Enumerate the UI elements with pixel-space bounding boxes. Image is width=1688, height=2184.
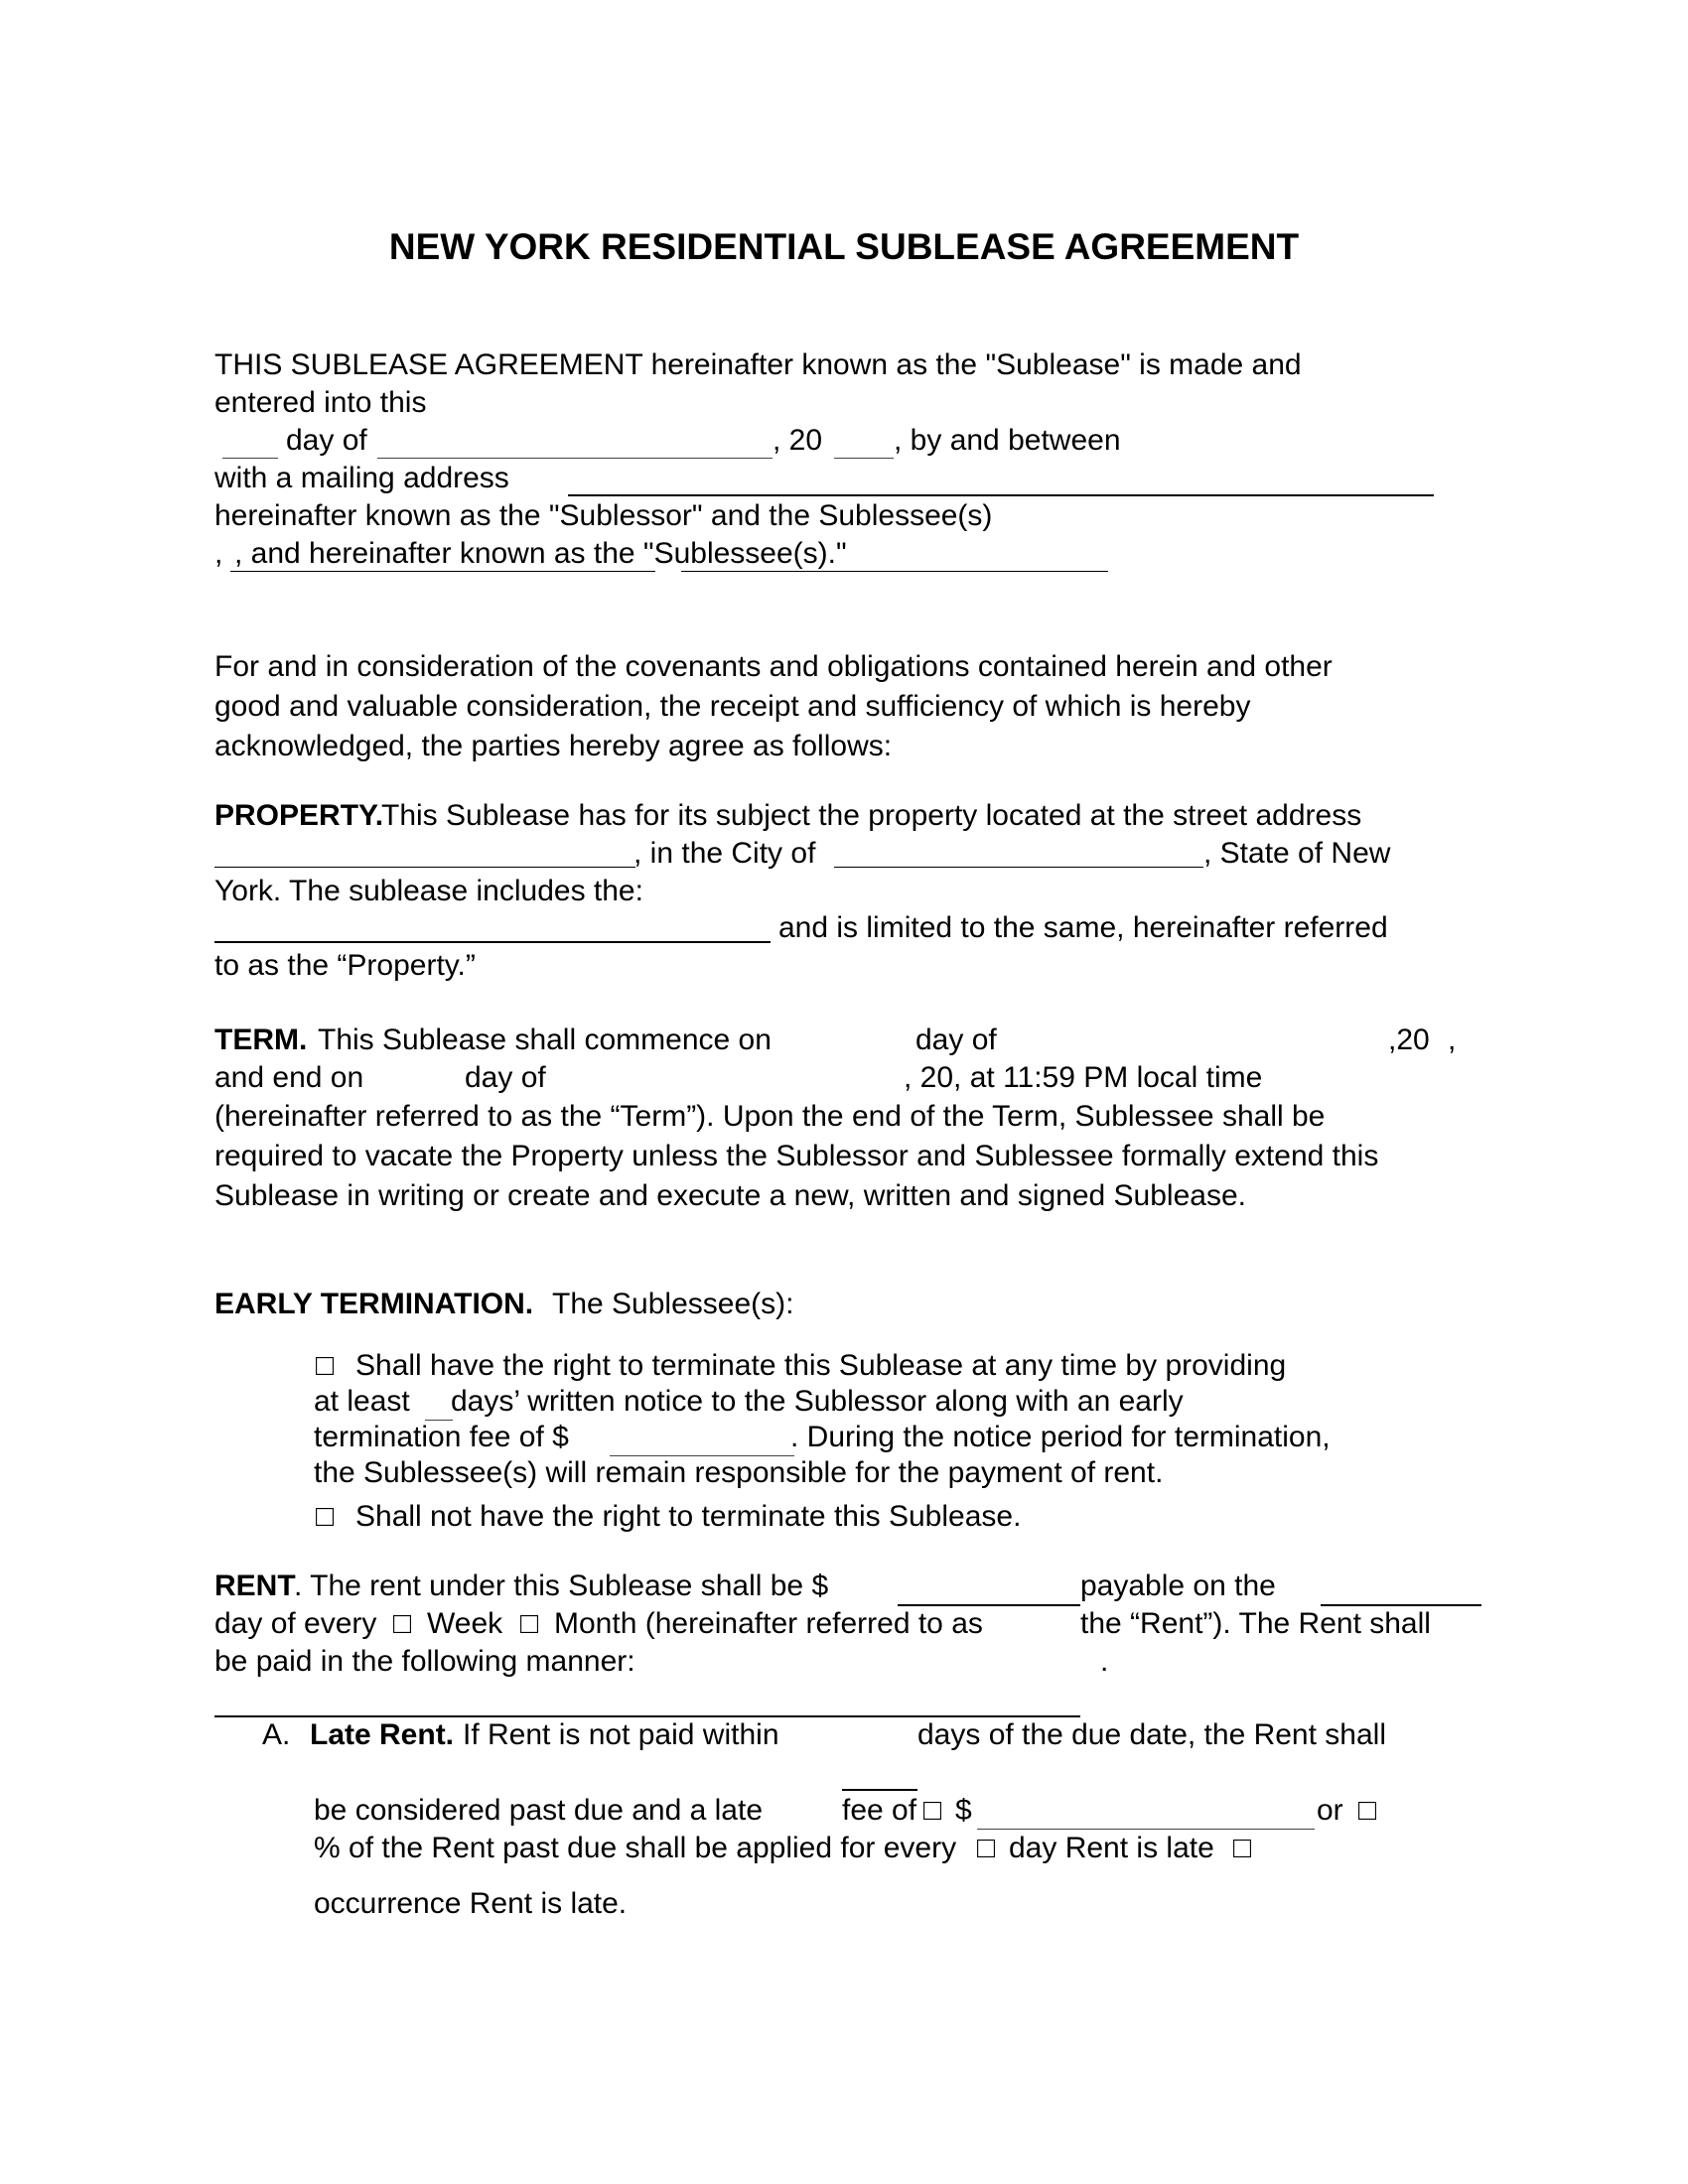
- termination-option-1-line-2: days’ written notice to the Sublessor along with an early: [451, 1385, 1184, 1418]
- termination-option-2-checkbox[interactable]: □: [316, 1500, 335, 1533]
- property-line-1: This Sublease has for its subject the property located at the street address: [381, 799, 1362, 832]
- term-day-of-1: day of: [915, 1024, 997, 1056]
- document-title: NEW YORK RESIDENTIAL SUBLEASE AGREEMENT: [388, 226, 1300, 267]
- intro-day-of: day of: [286, 424, 367, 457]
- sublessee-blank-1[interactable]: [230, 571, 655, 572]
- late-rent-heading: Late Rent.: [310, 1718, 455, 1751]
- late-fee-or: or: [1317, 1794, 1343, 1827]
- property-state: , State of New: [1203, 837, 1391, 870]
- late-rent-fee-of: fee of: [842, 1794, 917, 1827]
- termination-option-1-line-3: . During the notice period for termination,: [790, 1421, 1331, 1453]
- late-rent-line-3b: day Rent is late: [1009, 1832, 1214, 1864]
- consideration-line-3: acknowledged, the parties hereby agree as follows:: [214, 730, 893, 762]
- late-fee-per-day-checkbox[interactable]: □: [977, 1832, 996, 1864]
- term-day-of-2: day of: [465, 1061, 546, 1094]
- intro-line-2: entered into this: [214, 386, 427, 419]
- month-blank[interactable]: [377, 458, 773, 459]
- sublessee-blank-2[interactable]: [681, 571, 1108, 572]
- late-rent-line-1a: If Rent is not paid within: [463, 1718, 779, 1751]
- late-rent-marker: A.: [262, 1718, 291, 1751]
- intro-sublessor-line: hereinafter known as the "Sublessor" and the Sublessee(s): [214, 499, 993, 532]
- late-rent-line-3a: % of the Rent past due shall be applied for every: [314, 1832, 957, 1864]
- early-termination-heading: EARLY TERMINATION.: [214, 1288, 534, 1320]
- rent-line-1: . The rent under this Sublease shall be $: [294, 1570, 829, 1602]
- late-fee-percent-checkbox[interactable]: □: [1358, 1794, 1377, 1827]
- term-line-3: (hereinafter referred to as the “Term”). Upon the end of the Term, Sublessee shall be: [214, 1100, 1326, 1133]
- term-end-on: and end on: [214, 1061, 364, 1094]
- late-fee-amount-blank[interactable]: [977, 1829, 1315, 1830]
- rent-day-of-every: day of every: [214, 1607, 377, 1640]
- intro-by-and-between: , by and between: [894, 424, 1121, 457]
- term-comma-1: ,: [1448, 1024, 1457, 1056]
- consideration-line-2: good and valuable consideration, the receipt and sufficiency of which is hereby: [214, 690, 1251, 723]
- intro-year-prefix: , 20: [773, 424, 823, 457]
- rent-line-3: be paid in the following manner:: [214, 1645, 635, 1678]
- property-line-4: and is limited to the same, hereinafter referred: [778, 911, 1388, 944]
- intro-mailing-address: with a mailing address: [214, 462, 509, 494]
- term-commence: This Sublease shall commence on: [318, 1024, 772, 1056]
- grace-days-blank[interactable]: [842, 1789, 917, 1791]
- property-line-5: to as the “Property.”: [214, 949, 476, 982]
- city-blank[interactable]: [834, 867, 1203, 868]
- intro-line-1: THIS SUBLEASE AGREEMENT hereinafter known as the "Sublease" is made and: [214, 348, 1302, 381]
- termination-option-2: Shall not have the right to terminate this Sublease.: [355, 1500, 1022, 1533]
- termination-option-1-line-1: Shall have the right to terminate this Sublease at any time by providing: [355, 1349, 1287, 1382]
- rent-month-label: Month (hereinafter referred to as: [554, 1607, 983, 1640]
- term-end-year: , 20, at 11:59 PM local time: [904, 1061, 1263, 1094]
- year-blank[interactable]: [834, 458, 894, 459]
- late-fee-dollar-sign: $: [955, 1794, 972, 1827]
- term-line-5: Sublease in writing or create and execute a new, written and signed Sublease.: [214, 1179, 1246, 1212]
- rent-the-rent: the “Rent”). The Rent shall: [1080, 1607, 1431, 1640]
- property-city: , in the City of: [633, 837, 816, 870]
- late-rent-line-1b: days of the due date, the Rent shall: [917, 1718, 1386, 1751]
- late-rent-line-2a: be considered past due and a late: [314, 1794, 764, 1827]
- early-termination-lead: The Sublessee(s):: [552, 1288, 794, 1320]
- property-heading: PROPERTY.: [214, 799, 384, 832]
- termination-option-1-line-4: the Sublessee(s) will remain responsible for the payment of rent.: [314, 1456, 1164, 1489]
- term-heading: TERM.: [214, 1024, 308, 1056]
- late-rent-line-4: occurrence Rent is late.: [314, 1887, 628, 1920]
- includes-blank[interactable]: [214, 941, 771, 943]
- rent-payable: payable on the: [1080, 1570, 1276, 1602]
- late-fee-per-occurrence-checkbox[interactable]: □: [1233, 1832, 1252, 1864]
- day-blank[interactable]: [222, 458, 278, 459]
- rent-week-checkbox[interactable]: □: [393, 1607, 412, 1640]
- mailing-address-blank[interactable]: [568, 494, 1434, 496]
- property-line-3: York. The sublease includes the:: [214, 875, 643, 907]
- term-line-4: required to vacate the Property unless the Sublessor and Sublessee formally extend this: [214, 1140, 1379, 1172]
- rent-heading: RENT: [214, 1570, 296, 1602]
- rent-month-checkbox[interactable]: □: [520, 1607, 539, 1640]
- rent-week-label: Week: [427, 1607, 503, 1640]
- termination-fee-label: termination fee of $: [314, 1421, 569, 1453]
- consideration-line-1: For and in consideration of the covenants and obligations contained herein and other: [214, 650, 1333, 683]
- rent-period: .: [1100, 1645, 1109, 1678]
- intro-sublessee-line: , and hereinafter known as the "Sublessee(s).": [234, 537, 847, 570]
- street-address-blank[interactable]: [214, 867, 635, 868]
- late-fee-dollar-checkbox[interactable]: □: [923, 1794, 942, 1827]
- intro-comma: ,: [214, 537, 223, 570]
- term-year-1: ,20: [1388, 1024, 1430, 1056]
- termination-option-1-checkbox[interactable]: □: [316, 1349, 335, 1382]
- termination-option-1-at-least: at least: [314, 1385, 410, 1418]
